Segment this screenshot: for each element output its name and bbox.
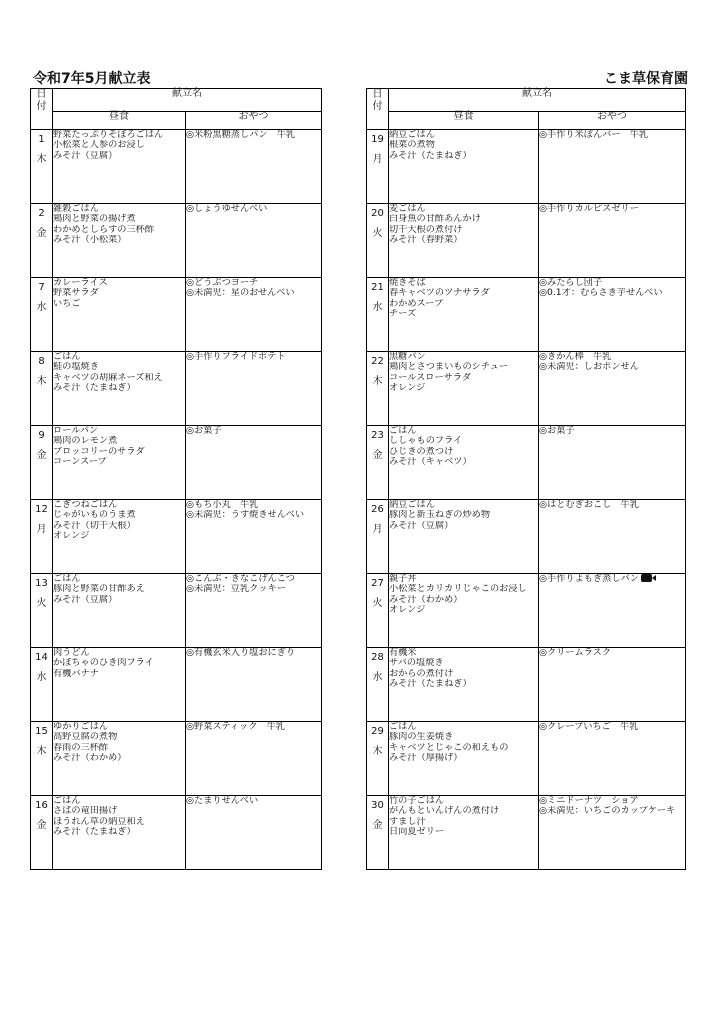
snack-item-text: ◎手作り米ぽんバー 牛乳 <box>539 130 649 140</box>
weekday: 金 <box>372 820 383 831</box>
lunch-item: 小松菜と人参のお浸し <box>53 140 145 151</box>
weekday: 金 <box>36 820 47 831</box>
day-number: 26 <box>371 504 384 515</box>
day-column-header: 日付 <box>31 89 53 130</box>
lunch-cell <box>389 500 539 574</box>
date-cell <box>31 130 53 204</box>
lunch-item: 鶏肉のレモン煮 <box>53 436 118 447</box>
day-number: 22 <box>371 356 384 367</box>
lunch-cell <box>53 574 186 648</box>
snack-cell <box>186 352 322 426</box>
snack-item-text: ◎手作りフライドポテト <box>186 352 286 362</box>
snack-item-text: ◎きかん棒 牛乳 <box>539 352 612 362</box>
snack-item <box>186 426 321 436</box>
lunch-item: みそ汁（豆腐） <box>53 594 118 605</box>
lunch-item: みそ汁（豆腐） <box>53 150 118 161</box>
snack-item-text: ◎みたらし団子 <box>539 278 603 288</box>
lunch-item: 鶏肉とさつまいものシチュー <box>389 362 509 373</box>
page-title: 令和7年5月献立表 <box>33 71 151 87</box>
lunch-item: ゆかりごはん <box>53 722 109 732</box>
lunch-header: 昼食 <box>389 111 539 129</box>
snack-item <box>186 278 321 288</box>
lunch-item: 高野豆腐の煮物 <box>53 732 118 743</box>
lunch-item: いちご <box>53 298 81 309</box>
lunch-item: 有機バナナ <box>53 668 99 679</box>
lunch-item: ほうれん草の納豆和え <box>53 816 145 827</box>
date-cell <box>367 722 389 796</box>
lunch-header: 昼食 <box>53 111 186 129</box>
lunch-item: 野菜サラダ <box>53 288 99 299</box>
lunch-item: 豚肉の生姜焼き <box>389 732 454 743</box>
lunch-item: ごはん <box>53 796 81 806</box>
lunch-item: キャベツとじゃこの和えもの <box>389 742 509 753</box>
lunch-item: ひじきの煮つけ <box>389 446 454 457</box>
day-number: 8 <box>38 356 45 367</box>
menu-row <box>367 648 686 722</box>
menu-row <box>367 722 686 796</box>
lunch-item: ししゃものフライ <box>389 436 463 447</box>
menu-row <box>31 722 322 796</box>
snack-item <box>539 130 685 140</box>
lunch-item: ごはん <box>53 352 81 362</box>
snack-item <box>539 500 685 510</box>
snack-item-text: ◎もち小丸 牛乳 <box>186 500 259 510</box>
snack-item <box>186 648 321 658</box>
lunch-item: ごはん <box>389 722 417 732</box>
day-number: 14 <box>35 652 48 663</box>
snack-cell <box>539 426 686 500</box>
menu-row <box>31 500 322 574</box>
lunch-item: 竹の子ごはん <box>389 796 445 806</box>
lunch-item: 春キャベツのツナサラダ <box>389 288 490 299</box>
snack-cell <box>539 352 686 426</box>
lunch-item: オレンジ <box>53 530 90 541</box>
weekday: 木 <box>36 154 47 165</box>
day-number: 27 <box>371 578 384 589</box>
weekday: 水 <box>36 672 47 683</box>
snack-cell <box>539 648 686 722</box>
date-cell <box>31 500 53 574</box>
snack-cell <box>539 204 686 278</box>
lunch-item: 肉うどん <box>53 648 90 658</box>
date-cell <box>367 426 389 500</box>
snack-item-text: ◎クリームラスク <box>539 648 612 658</box>
snack-header: おやつ <box>539 111 686 129</box>
date-cell <box>367 278 389 352</box>
day-number: 1 <box>38 134 45 145</box>
snack-item-text: ◎手作りカルピスゼリー <box>539 204 639 214</box>
lunch-item: 日向夏ゼリー <box>389 826 445 837</box>
lunch-item: 焼きそば <box>389 278 426 288</box>
lunch-item: 親子丼 <box>389 574 417 584</box>
lunch-item: 小松菜とカリカリじゃこのお浸し <box>389 584 527 595</box>
weekday: 水 <box>372 302 383 313</box>
lunch-item: 有機米 <box>389 648 417 658</box>
organization-name: こま草保育園 <box>604 71 688 87</box>
weekday: 木 <box>372 376 383 387</box>
lunch-item: みそ汁（わかめ） <box>389 594 463 605</box>
snack-cell <box>186 796 322 870</box>
lunch-item: 麦ごはん <box>389 204 426 214</box>
lunch-item: 豚肉と野菜の甘酢あえ <box>53 584 145 595</box>
date-cell <box>31 796 53 870</box>
weekday: 金 <box>372 450 383 461</box>
lunch-cell <box>389 278 539 352</box>
lunch-item: かぼちゃのひき肉フライ <box>53 658 154 669</box>
weekday: 火 <box>36 598 47 609</box>
lunch-item: みそ汁（豆腐） <box>389 520 454 531</box>
snack-item <box>186 722 321 732</box>
lunch-item: おからの煮付け <box>389 668 454 679</box>
lunch-item: 白身魚の甘酢あんかけ <box>389 214 481 225</box>
snack-item <box>539 648 685 658</box>
day-number: 21 <box>371 282 384 293</box>
snack-item-text: ◎ミニドーナツ ショア <box>539 796 639 806</box>
weekday: 月 <box>372 524 383 535</box>
menu-row <box>367 278 686 352</box>
snack-item <box>186 130 321 140</box>
lunch-item: 雑穀ごはん <box>53 204 99 214</box>
lunch-item: みそ汁（たまねぎ） <box>53 826 136 837</box>
snack-item-text: ◎未満児：うす焼きせんべい <box>186 510 305 521</box>
lunch-cell <box>53 426 186 500</box>
menu-name-header: 献立名 <box>53 89 322 112</box>
snack-cell <box>539 574 686 648</box>
lunch-item: みそ汁（たまねぎ） <box>389 678 472 689</box>
menu-row <box>31 426 322 500</box>
snack-item-text: ◎未満児：豆乳クッキー <box>186 584 286 595</box>
lunch-cell <box>389 204 539 278</box>
snack-cell <box>186 500 322 574</box>
snack-item <box>186 796 321 806</box>
snack-item-text: ◎手作りよもぎ蒸しパン <box>539 574 639 584</box>
lunch-item: チーズ <box>389 308 417 319</box>
snack-cell <box>186 278 322 352</box>
snack-cell <box>539 796 686 870</box>
lunch-item: こぎつねごはん <box>53 500 118 510</box>
menu-row <box>367 796 686 870</box>
snack-item <box>539 806 685 816</box>
day-number: 16 <box>35 800 48 811</box>
lunch-item: さばの竜田揚げ <box>53 806 118 817</box>
snack-item-text: ◎クレープいちご 牛乳 <box>539 722 639 732</box>
snack-item <box>186 500 321 510</box>
lunch-cell <box>389 426 539 500</box>
weekday: 火 <box>372 228 383 239</box>
snack-item-text: ◎野菜スティック 牛乳 <box>186 722 285 732</box>
menu-name-header: 献立名 <box>389 89 686 112</box>
date-cell <box>367 204 389 278</box>
snack-item-text: ◎お菓子 <box>186 426 222 436</box>
lunch-item: カレーライス <box>53 278 108 288</box>
snack-item-text: ◎しょうゆせんべい <box>186 204 268 214</box>
menu-row <box>367 130 686 204</box>
snack-item <box>186 574 321 584</box>
lunch-cell <box>53 130 186 204</box>
day-number: 15 <box>35 726 48 737</box>
snack-cell <box>186 722 322 796</box>
menu-row <box>31 648 322 722</box>
lunch-item: みそ汁（厚揚げ） <box>389 752 463 763</box>
lunch-cell <box>53 648 186 722</box>
snack-cell <box>539 278 686 352</box>
snack-item-text: ◎はとむぎおこし 牛乳 <box>539 500 639 510</box>
day-number: 2 <box>38 208 45 219</box>
lunch-cell <box>389 722 539 796</box>
lunch-item: じゃがいものうま煮 <box>53 510 136 521</box>
snack-item <box>539 722 685 732</box>
lunch-item: サバの塩焼き <box>389 658 444 669</box>
date-cell <box>367 352 389 426</box>
lunch-item: 鶏肉と野菜の揚げ煮 <box>53 214 136 225</box>
date-cell <box>31 574 53 648</box>
weekday: 木 <box>36 376 47 387</box>
day-number: 19 <box>371 134 384 145</box>
lunch-item: 春雨の三杯酢 <box>53 742 109 753</box>
snack-item <box>539 288 685 298</box>
lunch-item: コーンスープ <box>53 456 107 467</box>
day-number: 23 <box>371 430 384 441</box>
lunch-item: わかめとしらすの三杯酢 <box>53 224 155 235</box>
snack-cell <box>186 648 322 722</box>
date-cell <box>367 130 389 204</box>
lunch-item: わかめスープ <box>389 298 444 309</box>
weekday: 水 <box>372 672 383 683</box>
snack-item-text: ◎お菓子 <box>539 426 575 436</box>
snack-item <box>186 288 321 298</box>
snack-item <box>539 574 685 584</box>
snack-cell <box>186 130 322 204</box>
snack-cell <box>186 574 322 648</box>
date-cell <box>367 796 389 870</box>
snack-item-text: ◎たまりせんべい <box>186 796 259 806</box>
snack-item <box>186 204 321 214</box>
lunch-cell <box>53 278 186 352</box>
snack-item-text: ◎未満児：しおポンせん <box>539 362 639 373</box>
lunch-item: 黒糖パン <box>389 352 426 362</box>
menu-row <box>31 574 322 648</box>
date-cell <box>367 500 389 574</box>
weekday: 金 <box>36 228 47 239</box>
date-cell <box>31 204 53 278</box>
date-cell <box>367 648 389 722</box>
day-number: 30 <box>371 800 384 811</box>
day-number: 7 <box>38 282 45 293</box>
snack-item <box>539 352 685 362</box>
lunch-item: みそ汁（キャベツ） <box>389 456 472 467</box>
lunch-item: 切干大根の煮付け <box>389 224 463 235</box>
snack-cell <box>186 204 322 278</box>
date-cell <box>31 352 53 426</box>
weekday: 木 <box>372 746 383 757</box>
lunch-item: 納豆ごはん <box>389 500 435 510</box>
snack-cell <box>539 130 686 204</box>
lunch-item: 豚肉と新玉ねぎの炒め物 <box>389 510 491 521</box>
date-cell <box>31 278 53 352</box>
menu-row <box>31 278 322 352</box>
menu-row <box>367 574 686 648</box>
menu-row <box>367 352 686 426</box>
snack-cell <box>539 500 686 574</box>
snack-item-text: ◎こんぶ・きなこげんこつ <box>186 574 295 584</box>
lunch-item: みそ汁（たまねぎ） <box>389 150 472 161</box>
lunch-cell <box>389 130 539 204</box>
weekday: 水 <box>36 302 47 313</box>
snack-item <box>539 426 685 436</box>
day-number: 9 <box>38 430 45 441</box>
video-camera-icon <box>641 574 652 582</box>
menu-row <box>31 352 322 426</box>
day-number: 28 <box>371 652 384 663</box>
lunch-item: 納豆ごはん <box>389 130 435 140</box>
lunch-cell <box>389 352 539 426</box>
lunch-item: みそ汁（春野菜） <box>389 234 463 245</box>
weekday: 木 <box>36 746 47 757</box>
date-cell <box>31 426 53 500</box>
menu-table-right <box>366 88 686 870</box>
lunch-cell <box>389 796 539 870</box>
menu-table-left <box>30 88 322 870</box>
date-cell <box>31 648 53 722</box>
lunch-cell <box>53 796 186 870</box>
lunch-item: ロールパン <box>53 426 99 436</box>
snack-item <box>539 278 685 288</box>
snack-item-text: ◎0.1才：むらさき芋せんべい <box>539 288 663 299</box>
snack-item-text: ◎有機玄米入り塩おにぎり <box>186 648 296 658</box>
snack-item <box>539 796 685 806</box>
snack-item-text: ◎米粉黒糖蒸しパン 牛乳 <box>186 130 296 140</box>
snack-item <box>539 204 685 214</box>
snack-item <box>186 352 321 362</box>
lunch-item: ブロッコリーのサラダ <box>53 446 145 457</box>
lunch-item: オレンジ <box>389 382 426 393</box>
menu-row <box>367 426 686 500</box>
lunch-item: みそ汁（たまねぎ） <box>53 382 136 393</box>
day-number: 20 <box>371 208 384 219</box>
snack-item-text: ◎未満児：いちごのカップケーキ <box>539 806 676 817</box>
lunch-item: コールスローサラダ <box>389 372 472 383</box>
lunch-item: ごはん <box>389 426 417 436</box>
snack-item-text: ◎未満児：星のおせんべい <box>186 288 295 299</box>
lunch-item: がんもといんげんの煮付け <box>389 806 500 817</box>
lunch-cell <box>389 648 539 722</box>
lunch-cell <box>53 500 186 574</box>
weekday: 金 <box>36 450 47 461</box>
menu-row <box>31 796 322 870</box>
snack-cell <box>539 722 686 796</box>
lunch-item: 野菜たっぷりそぼろごはん <box>53 130 164 140</box>
lunch-cell <box>53 722 186 796</box>
day-number: 29 <box>371 726 384 737</box>
lunch-item: 鮭の塩焼き <box>53 362 99 373</box>
lunch-item: オレンジ <box>389 604 426 615</box>
snack-header: おやつ <box>186 111 322 129</box>
lunch-item: ごはん <box>53 574 81 584</box>
day-number: 13 <box>35 578 48 589</box>
day-column-header: 日付 <box>367 89 389 130</box>
lunch-item: すまし汁 <box>389 816 426 827</box>
lunch-item: キャベツの胡麻ネーズ和え <box>53 372 163 383</box>
day-number: 12 <box>35 504 48 515</box>
lunch-item: 根菜の煮物 <box>389 140 435 151</box>
weekday: 月 <box>372 154 383 165</box>
snack-item <box>186 510 321 520</box>
lunch-item: みそ汁（小松菜） <box>53 234 127 245</box>
date-cell <box>367 574 389 648</box>
snack-item <box>186 584 321 594</box>
snack-item-text: ◎どうぶつヨーチ <box>186 278 259 288</box>
menu-row <box>31 130 322 204</box>
menu-row <box>367 204 686 278</box>
menu-row <box>367 500 686 574</box>
weekday: 月 <box>36 524 47 535</box>
lunch-cell <box>53 204 186 278</box>
lunch-cell <box>53 352 186 426</box>
snack-item <box>539 362 685 372</box>
weekday: 火 <box>372 598 383 609</box>
lunch-item: みそ汁（わかめ） <box>53 752 127 763</box>
snack-cell <box>186 426 322 500</box>
menu-row <box>31 204 322 278</box>
lunch-cell <box>389 574 539 648</box>
lunch-item: みそ汁（切干大根） <box>53 520 136 531</box>
date-cell <box>31 722 53 796</box>
